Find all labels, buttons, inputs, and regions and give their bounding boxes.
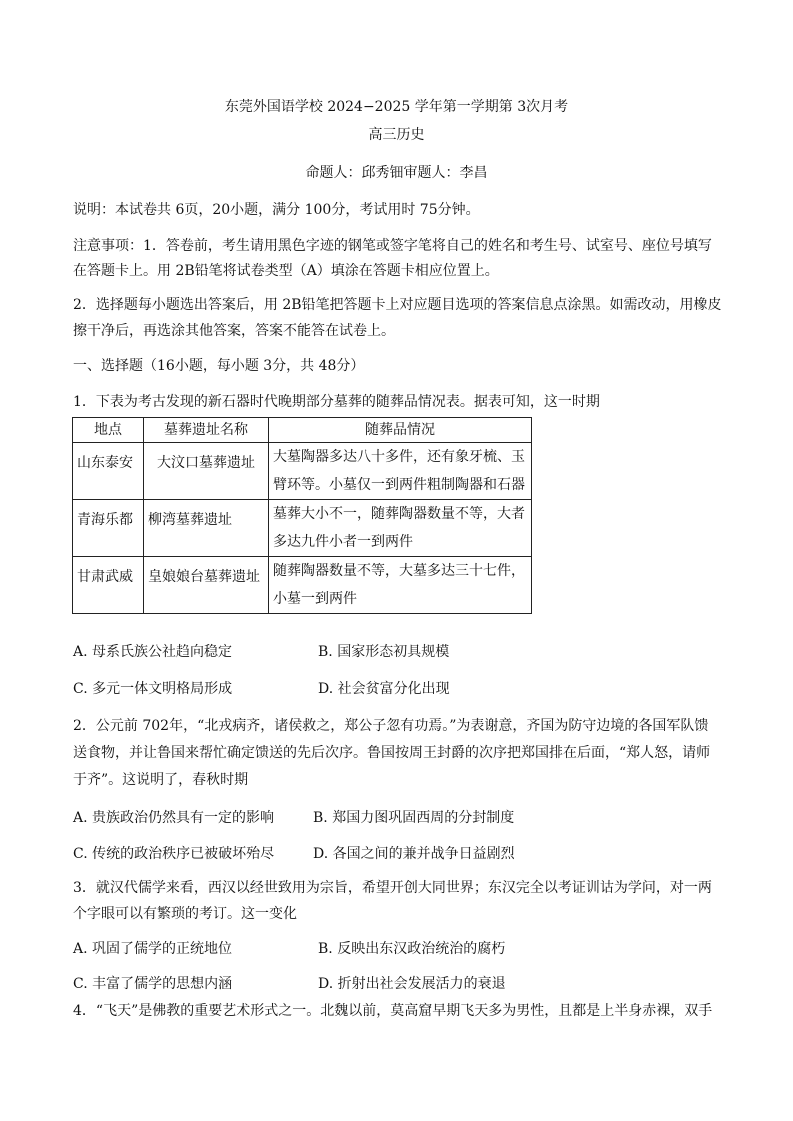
table-cell-site: 柳湾墓葬遗址: [144, 500, 269, 557]
instruction-2-line-2: 擦干净后，再选涂其他答案，答案不能答在试卷上。: [73, 323, 395, 339]
q1-stem: 1．下表为考古发现的新石器时代晚期部分墓葬的随葬品情况表。据表可知，这一时期: [73, 394, 600, 410]
table-header: 地点: [73, 418, 144, 443]
table-row: [73, 443, 532, 500]
q3-line-2: 个字眼可以有繁琐的考订。这一变化: [73, 906, 297, 922]
table-cell-goods: 大墓陶器多达八十多件，还有象牙梳、玉臂环等。小墓仅一到两件粗制陶器和石器: [269, 443, 532, 500]
q2-line-1: 2．公元前 702年，“北戎病齐，诸侯救之，郑公子忽有功焉。”为表谢意，齐国为防守边境的各国军队馈: [73, 718, 709, 734]
table-cell-place: 青海乐都: [73, 500, 144, 557]
q3-option-d: D. 折射出社会发展活力的衰退: [318, 976, 506, 992]
q4-line-1: 4．“飞天”是佛教的重要艺术形式之一。北魏以前，莫高窟早期飞天多为男性，且都是上半身赤裸，双手: [73, 1003, 713, 1019]
instruction-1-line-1: 注意事项：1．答卷前，考生请用黑色字迹的钢笔或签字笔将自己的姓名和考生号、试室号、座位号填写: [73, 238, 712, 254]
table-header: 随葬品情况: [269, 418, 532, 443]
q2-line-3: 于齐”。这说明了，春秋时期: [73, 772, 249, 788]
table-cell-place: 山东泰安: [73, 443, 144, 500]
q1-option-a: A. 母系氏族公社趋向稳定: [73, 644, 233, 660]
instruction-2-line-1: 2．选择题每小题选出答案后，用 2B铅笔把答题卡上对应题目选项的答案信息点涂黑。如需改动，用橡皮: [73, 297, 722, 313]
q1-option-c: C. 多元一体文明格局形成: [73, 681, 233, 697]
exam-note: 说明：本试卷共 6页，20小题，满分 100分，考试用时 75分钟。: [73, 202, 480, 218]
table-cell-site: 大汶口墓葬遗址: [144, 443, 269, 500]
q3-option-a: A. 巩固了儒学的正统地位: [73, 941, 233, 957]
q1-option-d: D. 社会贫富分化出现: [318, 681, 450, 697]
q1-option-b: B. 国家形态初具规模: [318, 644, 450, 660]
subject-title: 高三历史: [368, 127, 425, 143]
q1-table: [72, 417, 532, 614]
table-header-row: [73, 418, 532, 443]
table-cell-goods: 墓葬大小不一，随葬陶器数量不等，大者多达九件小者一到两件: [269, 500, 532, 557]
table-row: [73, 557, 532, 614]
table-header: 墓葬遗址名称: [144, 418, 269, 443]
authors-line: 命题人：邱秀钿审题人：李昌: [305, 165, 488, 181]
q3-option-b: B. 反映出东汉政治统治的腐朽: [318, 941, 506, 957]
table-cell-site: 皇娘娘台墓葬遗址: [144, 557, 269, 614]
q3-line-1: 3．就汉代儒学来看，西汉以经世致用为宗旨，希望开创大同世界；东汉完全以考证训诂为学问，对一两: [73, 880, 712, 896]
instruction-1-line-2: 在答题卡上。用 2B铅笔将试卷类型（A）填涂在答题卡相应位置上。: [73, 263, 499, 279]
q2-line-2: 送食物，并让鲁国来帮忙确定馈送的先后次序。鲁国按周王封爵的次序把郑国排在后面，“郑人怒，请师: [73, 745, 711, 761]
q2-option-d: D. 各国之间的兼并战争日益剧烈: [313, 846, 515, 862]
table-row: [73, 500, 532, 557]
table-cell-place: 甘肃武威: [73, 557, 144, 614]
section-title: 一、选择题（16小题，每小题 3分，共 48分）: [73, 358, 365, 374]
q3-option-c: C. 丰富了儒学的思想内涵: [73, 976, 233, 992]
q2-option-b: B. 郑国力图巩固西周的分封制度: [313, 810, 515, 826]
table-cell-goods: 随葬陶器数量不等，大墓多达三十七件，小墓一到两件: [269, 557, 532, 614]
school-title: 东莞外国语学校 2024−2025 学年第一学期第 3次月考: [224, 99, 569, 115]
q2-option-a: A. 贵族政治仍然具有一定的影响: [73, 810, 275, 826]
q2-option-c: C. 传统的政治秩序已被破坏殆尽: [73, 846, 275, 862]
